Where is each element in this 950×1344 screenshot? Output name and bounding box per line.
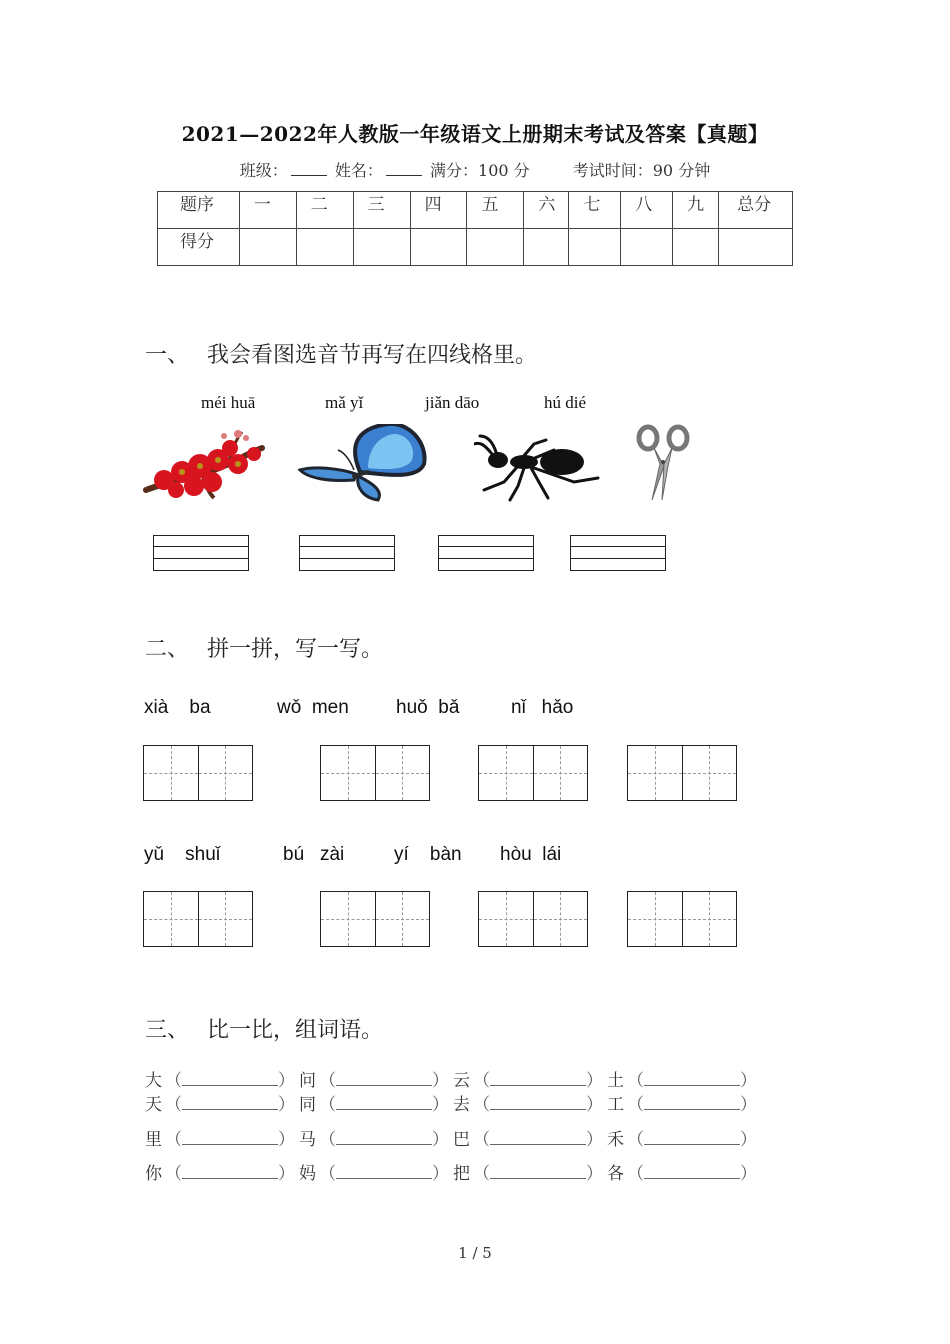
four-line-grid[interactable] <box>299 535 395 571</box>
word-item <box>145 1159 299 1184</box>
word-item <box>145 1090 299 1115</box>
open-paren: （ <box>473 1071 490 1091</box>
score-header-cell: 八 <box>621 192 673 229</box>
tian-grid[interactable] <box>143 891 253 947</box>
open-paren: （ <box>319 1130 336 1150</box>
close-paren: ） <box>740 1071 757 1091</box>
score-cell[interactable] <box>673 229 719 266</box>
score-cell[interactable] <box>410 229 467 266</box>
character: 里 <box>145 1130 162 1150</box>
pinyin-label: méi huā <box>201 393 256 412</box>
pinyin-word: huǒ bǎ <box>396 697 460 718</box>
close-paren: ） <box>278 1130 295 1150</box>
character: 云 <box>453 1071 470 1091</box>
section-title: 拼一拼，写一写。 <box>207 637 384 662</box>
section-number: 一、 <box>145 343 190 368</box>
name-label: 姓名： <box>334 161 383 180</box>
score-row <box>158 229 793 266</box>
open-paren: （ <box>165 1164 182 1184</box>
close-paren: ） <box>432 1164 449 1184</box>
tian-grid[interactable] <box>143 745 253 801</box>
score-header-cell: 四 <box>410 192 467 229</box>
four-line-grid[interactable] <box>438 535 534 571</box>
score-cell[interactable] <box>524 229 569 266</box>
word-item <box>453 1159 607 1184</box>
score-header-cell: 九 <box>673 192 719 229</box>
character: 问 <box>299 1071 316 1091</box>
character: 同 <box>299 1095 316 1115</box>
close-paren: ） <box>432 1071 449 1091</box>
tian-grid[interactable] <box>320 891 430 947</box>
open-paren: （ <box>319 1095 336 1115</box>
open-paren: （ <box>473 1095 490 1115</box>
character: 禾 <box>607 1130 624 1150</box>
page-title: 2021—2022年人教版一年级语文上册期末考试及答案【真题】 <box>181 122 769 146</box>
open-paren: （ <box>165 1130 182 1150</box>
word-item <box>607 1066 761 1091</box>
character: 马 <box>299 1130 316 1150</box>
full-score: 满分：100 分 <box>430 161 530 180</box>
score-header-cell: 二 <box>296 192 353 229</box>
pinyin-word: xià ba <box>144 697 211 718</box>
word-item <box>299 1125 453 1150</box>
word-item <box>607 1125 761 1150</box>
class-blank <box>291 163 327 176</box>
open-paren: （ <box>473 1164 490 1184</box>
scissors-image <box>634 424 694 504</box>
section-1-heading <box>145 338 537 369</box>
answer-blank[interactable] <box>336 1071 432 1086</box>
answer-blank[interactable] <box>644 1071 740 1086</box>
character: 大 <box>145 1071 162 1091</box>
score-header-cell: 七 <box>569 192 621 229</box>
answer-blank[interactable] <box>182 1130 278 1145</box>
open-paren: （ <box>165 1095 182 1115</box>
four-line-grid[interactable] <box>153 535 249 571</box>
tian-grid[interactable] <box>478 891 588 947</box>
pinyin-word: yǔ shuǐ <box>144 844 221 865</box>
four-line-grid[interactable] <box>570 535 666 571</box>
word-item <box>145 1125 299 1150</box>
character: 把 <box>453 1164 470 1184</box>
pinyin-word: hòu lái <box>500 844 562 865</box>
section-number: 二、 <box>145 637 190 662</box>
score-cell[interactable] <box>621 229 673 266</box>
pinyin-label: jiǎn dāo <box>425 393 480 412</box>
tian-grid[interactable] <box>627 891 737 947</box>
score-header-cell: 五 <box>467 192 524 229</box>
close-paren: ） <box>432 1130 449 1150</box>
answer-blank[interactable] <box>644 1095 740 1110</box>
open-paren: （ <box>473 1130 490 1150</box>
close-paren: ） <box>586 1164 603 1184</box>
name-blank <box>386 163 422 176</box>
word-row <box>145 1090 785 1115</box>
score-cell[interactable] <box>569 229 621 266</box>
score-header-row <box>158 192 793 229</box>
close-paren: ） <box>586 1095 603 1115</box>
pinyin-word: wǒ men <box>277 697 349 718</box>
close-paren: ） <box>586 1071 603 1091</box>
open-paren: （ <box>627 1071 644 1091</box>
score-table <box>157 191 793 266</box>
pinyin-word: bú zài <box>283 844 345 865</box>
word-item <box>607 1090 761 1115</box>
character: 你 <box>145 1164 162 1184</box>
close-paren: ） <box>740 1164 757 1184</box>
score-cell[interactable] <box>353 229 410 266</box>
answer-blank[interactable] <box>490 1071 586 1086</box>
tian-grid[interactable] <box>627 745 737 801</box>
butterfly-image <box>298 424 432 502</box>
close-paren: ） <box>740 1130 757 1150</box>
answer-blank[interactable] <box>490 1095 586 1110</box>
answer-blank[interactable] <box>336 1095 432 1110</box>
exam-time: 考试时间：90 分钟 <box>572 161 711 180</box>
close-paren: ） <box>432 1095 449 1115</box>
word-item <box>453 1066 607 1091</box>
word-item <box>299 1090 453 1115</box>
close-paren: ） <box>740 1095 757 1115</box>
section-number: 三、 <box>145 1018 190 1043</box>
tian-grid[interactable] <box>320 745 430 801</box>
pinyin-word: yí bàn <box>394 844 462 865</box>
close-paren: ） <box>278 1095 295 1115</box>
score-header-cell: 总分 <box>719 192 793 229</box>
section-title: 比一比，组词语。 <box>207 1018 384 1043</box>
score-row-label: 得分 <box>158 229 240 266</box>
open-paren: （ <box>165 1071 182 1091</box>
score-cell[interactable] <box>239 229 296 266</box>
word-item <box>299 1159 453 1184</box>
plum-blossom-image <box>142 424 270 502</box>
word-row <box>145 1066 785 1091</box>
answer-blank[interactable] <box>644 1130 740 1145</box>
open-paren: （ <box>319 1071 336 1091</box>
word-item <box>607 1159 761 1184</box>
character: 妈 <box>299 1164 316 1184</box>
pinyin-word: nǐ hǎo <box>511 697 574 718</box>
word-row <box>145 1125 785 1150</box>
open-paren: （ <box>627 1095 644 1115</box>
character: 工 <box>607 1095 624 1115</box>
answer-blank[interactable] <box>644 1164 740 1179</box>
score-cell[interactable] <box>719 229 793 266</box>
answer-blank[interactable] <box>182 1071 278 1086</box>
word-item <box>453 1125 607 1150</box>
section-title: 我会看图选音节再写在四线格里。 <box>207 343 538 368</box>
score-cell[interactable] <box>467 229 524 266</box>
open-paren: （ <box>627 1164 644 1184</box>
tian-grid[interactable] <box>478 745 588 801</box>
close-paren: ） <box>278 1071 295 1091</box>
section-2-heading <box>145 632 383 663</box>
character: 各 <box>607 1164 624 1184</box>
answer-blank[interactable] <box>182 1164 278 1179</box>
word-item <box>299 1066 453 1091</box>
character: 巴 <box>453 1130 470 1150</box>
character: 去 <box>453 1095 470 1115</box>
pinyin-label: mǎ yǐ <box>325 393 364 412</box>
word-row <box>145 1159 785 1184</box>
answer-blank[interactable] <box>490 1164 586 1179</box>
score-header-cell: 一 <box>239 192 296 229</box>
close-paren: ） <box>278 1164 295 1184</box>
pinyin-label: hú dié <box>544 393 587 412</box>
answer-blank[interactable] <box>490 1130 586 1145</box>
section-3-heading <box>145 1013 383 1044</box>
score-cell[interactable] <box>296 229 353 266</box>
class-label: 班级： <box>239 161 288 180</box>
page-number: 1 / 5 <box>458 1244 492 1262</box>
close-paren: ） <box>586 1130 603 1150</box>
score-header-cell: 六 <box>524 192 569 229</box>
word-item <box>453 1090 607 1115</box>
character: 土 <box>607 1071 624 1091</box>
open-paren: （ <box>319 1164 336 1184</box>
score-header-cell: 题序 <box>158 192 240 229</box>
exam-info <box>0 158 950 181</box>
score-header-cell: 三 <box>353 192 410 229</box>
character: 天 <box>145 1095 162 1115</box>
open-paren: （ <box>627 1130 644 1150</box>
ant-image <box>474 432 600 502</box>
word-item <box>145 1066 299 1091</box>
answer-blank[interactable] <box>182 1095 278 1110</box>
answer-blank[interactable] <box>336 1164 432 1179</box>
answer-blank[interactable] <box>336 1130 432 1145</box>
